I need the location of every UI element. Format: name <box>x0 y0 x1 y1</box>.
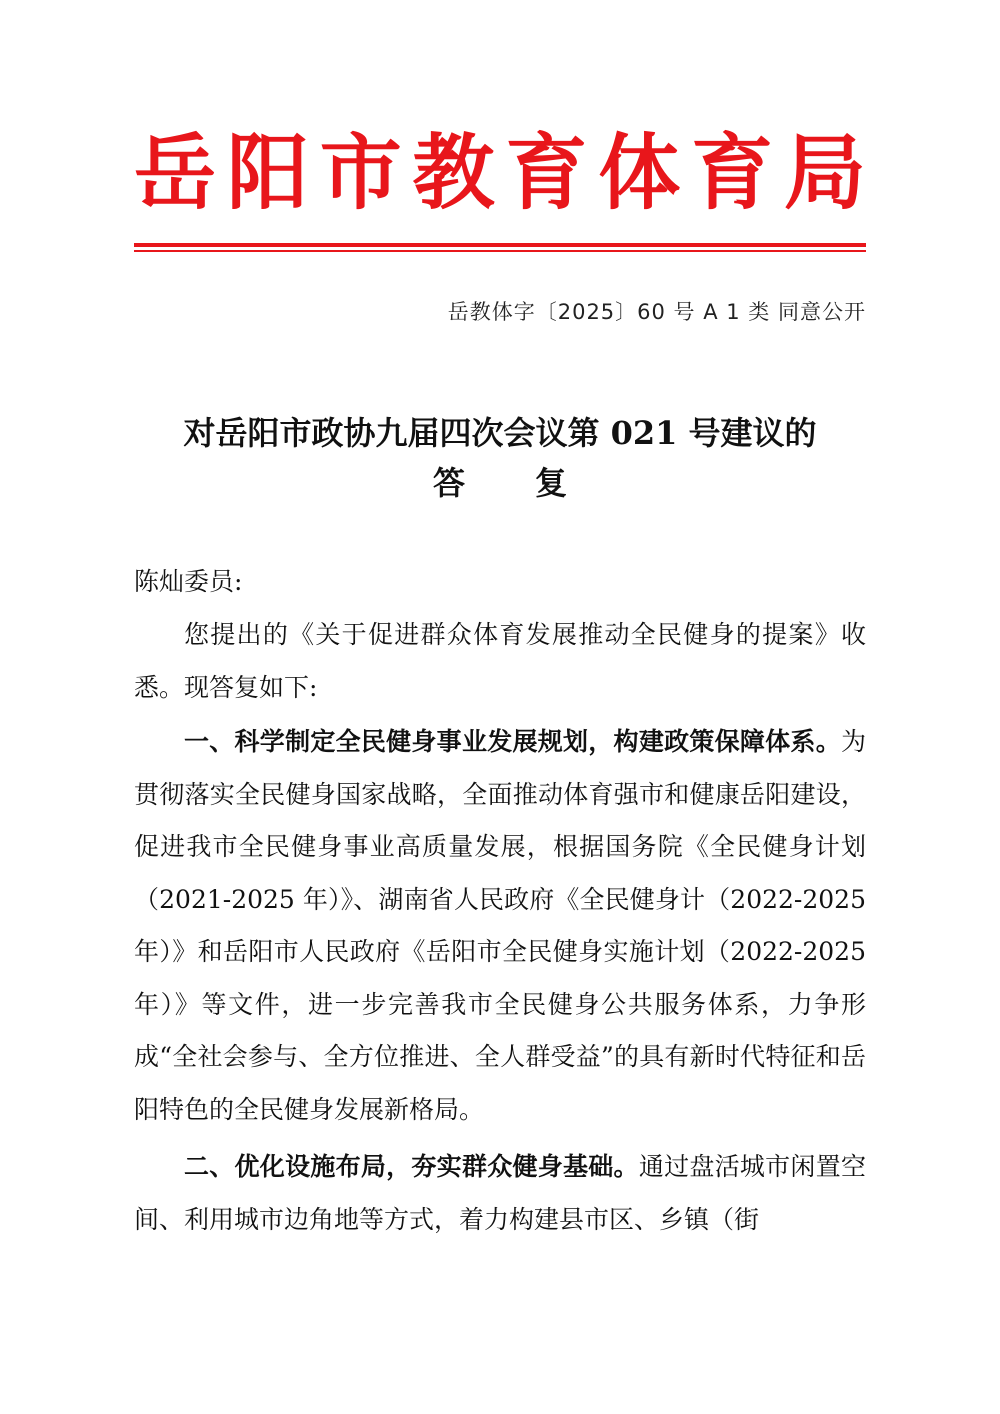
document-title-line-1: 对岳阳市政协九届四次会议第 021 号建议的 <box>183 414 817 452</box>
org-char: 岳 <box>134 125 217 221</box>
org-char: 阳 <box>226 125 309 221</box>
paragraph-section-2 <box>134 1141 866 1246</box>
org-char: 市 <box>319 125 402 221</box>
section-1-body: 为贯彻落实全民健身国家战略，全面推动体育强市和健康岳阳建设，促进我市全民健身事业高质量发展，根据国务院《全民健身计划（2021-2025 年）》、湖南省人民政府《全民健身计（2022-2025 年）》和岳阳市人民政府《岳阳市全民健身实施计划（2022-2025 年）》等文件，进一步完善我市全民健身公共服务体系，力争形成“全社会参与、全方位推进、全人群受益”的具有新时代特征和岳阳特色的全民健身发展新格局。 <box>134 727 866 1124</box>
paragraph-section-1 <box>134 716 866 1136</box>
section-2-body: 通过盘活城市闲置空间、利用城市边角地等方式，着力构建县市区、乡镇（街 <box>134 1152 866 1234</box>
header-divider-thick <box>134 243 866 247</box>
header-divider-thin <box>134 250 866 252</box>
title-char-answer: 答 <box>432 464 465 502</box>
section-2-heading: 二、优化设施布局，夯实群众健身基础。 <box>184 1152 639 1181</box>
title-char-reply: 复 <box>535 464 568 502</box>
org-char: 教 <box>412 125 495 221</box>
document-number: 岳教体字〔2025〕60 号 A 1 类 同意公开 <box>447 300 866 324</box>
org-char: 育 <box>691 125 774 221</box>
org-char: 体 <box>598 125 681 221</box>
org-char: 育 <box>505 125 588 221</box>
section-1-heading: 一、科学制定全民健身事业发展规划，构建政策保障体系。 <box>184 727 841 756</box>
salutation: 陈灿委员: <box>134 567 243 596</box>
issuing-authority-header <box>134 118 866 228</box>
org-char: 局 <box>783 125 866 221</box>
document-title-line-2 <box>100 458 900 504</box>
paragraph-intro: 您提出的《关于促进群众体育发展推动全民健身的提案》收悉。现答复如下: <box>134 620 866 702</box>
